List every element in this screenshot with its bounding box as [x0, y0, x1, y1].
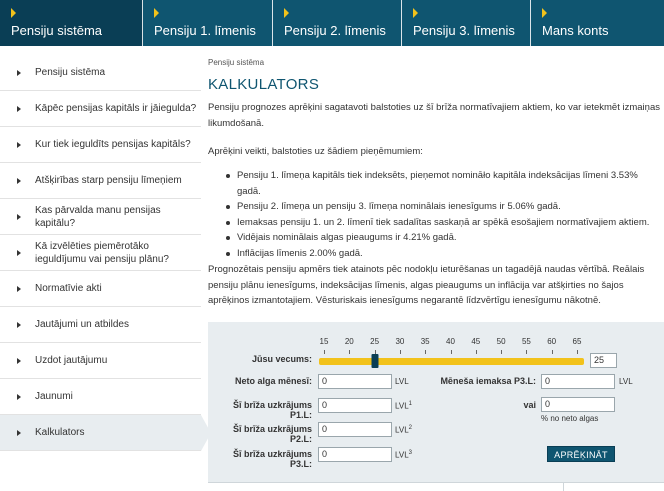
triangle-right-icon	[284, 8, 289, 18]
percent-input[interactable]: 0	[541, 397, 615, 412]
assumptions-list	[226, 168, 662, 261]
sidebar-item-jautajumi[interactable]	[0, 307, 201, 343]
age-tick-label: 50	[496, 337, 506, 346]
age-label: Jūsu vecums:	[251, 354, 312, 364]
age-tick-label: 40	[446, 337, 455, 346]
p2-input[interactable]: 0	[318, 422, 392, 437]
tab-pensiju-sistema[interactable]	[0, 0, 143, 46]
sidebar-item-label: Kā izvēlēties piemērotāko ieguldījumu vai pensiju plānu?	[35, 240, 169, 265]
calculate-button[interactable]: APRĒĶINĀT	[547, 446, 615, 462]
contribution-label: Mēneša iemaksa P3.L:	[440, 376, 536, 386]
sidebar-item-label: Kur tiek ieguldīts pensijas kapitāls?	[35, 139, 191, 150]
salary-label: Neto alga mēnesī:	[234, 376, 312, 386]
list-item: Vidējais nominālais algas pieaugums ir 4.21% gadā.	[226, 230, 662, 246]
sidebar-item-label: Kalkulators	[35, 427, 85, 438]
page-title: KALKULATORS	[208, 76, 320, 93]
sidebar-item-pensiju-sistema[interactable]	[0, 55, 201, 91]
age-tick-mark	[526, 350, 527, 354]
triangle-right-icon	[17, 394, 21, 400]
p1-unit: LVL$^1$	[395, 401, 412, 411]
list-item: Pensiju 1. līmeņa kapitāls tiek indeksēts, pieņemot nomināło kapitāla indeksācijas līmeni 3.53% gadā.	[226, 168, 662, 199]
conclusion-text: Prognozētais pensiju apmērs tiek atainots pēc nodokļu ieturēšanas un tagadējā naudas vērtībā. Reālais pensiju plānu ienesīgums, indeksācijas līmenis, algas pieaugums un inflācija var atšķirties no šajos aprēķinos izmantotajiem. Vēsturiskais ienesīgums negarantē līdzvērtīgu ienesīgumu nākotnē.	[208, 264, 645, 306]
age-tick-label: 25	[370, 337, 380, 346]
age-tick-mark	[552, 350, 553, 354]
sidebar-item-uzdot-jautajumu[interactable]	[0, 343, 201, 379]
tab-pensiju-2-limenis[interactable]	[273, 0, 402, 46]
sidebar	[0, 55, 201, 451]
tab-label: Mans konts	[542, 23, 609, 38]
triangle-right-icon	[413, 8, 418, 18]
p3-label: Šī brīža uzkrājums P3.L:	[232, 449, 312, 469]
p3-unit: LVL$^3$	[395, 450, 412, 460]
sidebar-item-kapec-jaiegulda[interactable]	[0, 91, 201, 127]
age-tick-label: 20	[344, 337, 354, 346]
sidebar-item-label: Normatīvie akti	[35, 283, 102, 294]
salary-input[interactable]: 0	[318, 374, 392, 389]
triangle-right-icon	[17, 286, 21, 292]
triangle-right-icon	[17, 322, 21, 328]
age-tick-label: 15	[319, 337, 329, 346]
contribution-unit: LVL	[619, 377, 633, 386]
age-tick-mark	[577, 350, 578, 354]
age-tick-label: 35	[420, 337, 430, 346]
sidebar-item-label: Atšķirības starp pensiju līmeņiem	[35, 175, 182, 186]
tab-pensiju-1-limenis[interactable]	[143, 0, 273, 46]
age-tick-mark	[324, 350, 325, 354]
sidebar-item-label: Jautājumi un atbildes	[35, 319, 129, 330]
sidebar-item-label: Jaunumi	[35, 391, 73, 402]
age-tick-mark	[349, 350, 350, 354]
age-slider-track[interactable]	[319, 358, 584, 365]
p2-unit: LVL$^2$	[395, 425, 412, 435]
triangle-right-icon	[17, 430, 21, 436]
sidebar-item-label: Kas pārvalda manu pensijas kapitālu?	[35, 204, 161, 229]
age-tick-label: 65	[572, 337, 582, 346]
tab-label: Pensiju 3. līmenis	[413, 23, 515, 38]
assumptions-heading: Aprēķini veikti, balstoties uz šādiem pieņēmumiem:	[208, 146, 423, 157]
triangle-right-icon	[17, 70, 21, 76]
sidebar-item-kalkulators[interactable]	[0, 415, 201, 451]
p3-input[interactable]: 0	[318, 447, 392, 462]
top-navigation	[0, 0, 664, 46]
contribution-input[interactable]: 0	[541, 374, 615, 389]
p1-label: Šī brīža uzkrājums P1.L:	[232, 400, 312, 420]
sidebar-item-label: Kāpēc pensijas kapitāls ir jāiegulda?	[35, 103, 197, 114]
list-item: Iemaksas pensiju 1. un 2. līmenī tiek sadalītas saskaņā ar spēkā esošajiem normatīvajiem aktiem.	[226, 215, 662, 231]
age-tick-mark	[451, 350, 452, 354]
breadcrumb[interactable]: Pensiju sistēma	[208, 58, 265, 67]
results-table-header	[208, 482, 664, 491]
triangle-right-icon	[11, 8, 16, 18]
sidebar-item-jaunumi[interactable]	[0, 379, 201, 415]
sidebar-item-kur-ieguldits[interactable]	[0, 127, 201, 163]
percent-note: % no neto algas	[541, 414, 599, 423]
sidebar-item-normativie-akti[interactable]	[0, 271, 201, 307]
age-tick-mark	[476, 350, 477, 354]
triangle-right-icon	[17, 178, 21, 184]
tab-pensiju-3-limenis[interactable]	[402, 0, 531, 46]
tab-mans-konts[interactable]	[531, 0, 664, 46]
age-tick-label: 55	[521, 337, 531, 346]
age-slider-handle[interactable]	[371, 354, 378, 368]
list-item: Pensiju 2. līmeņa un pensiju 3. līmeņa nominālais ienesīgums ir 5.06% gadā.	[226, 199, 662, 215]
tab-label: Pensiju 2. līmenis	[284, 23, 386, 38]
tab-label: Pensiju sistēma	[11, 23, 103, 38]
age-tick-mark	[501, 350, 502, 354]
age-tick-label: 45	[471, 337, 481, 346]
triangle-right-icon	[17, 358, 21, 364]
intro-text: Pensiju prognozes aprēķini sagatavoti balstoties uz šī brīža normatīvajiem aktiem, ko var ietekmēt izmaiņas likumdošanā.	[208, 102, 660, 129]
age-tick-label: 60	[547, 337, 557, 346]
triangle-right-icon	[17, 106, 21, 112]
or-label: vai	[523, 400, 536, 410]
sidebar-item-label: Pensiju sistēma	[35, 67, 106, 78]
age-tick-mark	[425, 350, 426, 354]
sidebar-item-label: Uzdot jautājumu	[35, 355, 108, 366]
sidebar-item-ka-izveleties[interactable]	[0, 235, 201, 271]
tab-label: Pensiju 1. līmenis	[154, 23, 256, 38]
age-input[interactable]: 25	[590, 353, 617, 368]
triangle-right-icon	[17, 142, 21, 148]
p1-input[interactable]: 0	[318, 398, 392, 413]
triangle-right-icon	[17, 250, 21, 256]
sidebar-item-kas-parvalda[interactable]	[0, 199, 201, 235]
p2-label: Šī brīža uzkrājums P2.L:	[232, 424, 312, 444]
sidebar-item-atskiribas[interactable]	[0, 163, 201, 199]
triangle-right-icon	[154, 8, 159, 18]
age-tick-label: 30	[395, 337, 405, 346]
list-item: Inflācijas līmenis 2.00% gadā.	[226, 246, 662, 262]
age-tick-mark	[400, 350, 401, 354]
triangle-right-icon	[542, 8, 547, 18]
salary-unit: LVL	[395, 377, 409, 386]
triangle-right-icon	[17, 214, 21, 220]
